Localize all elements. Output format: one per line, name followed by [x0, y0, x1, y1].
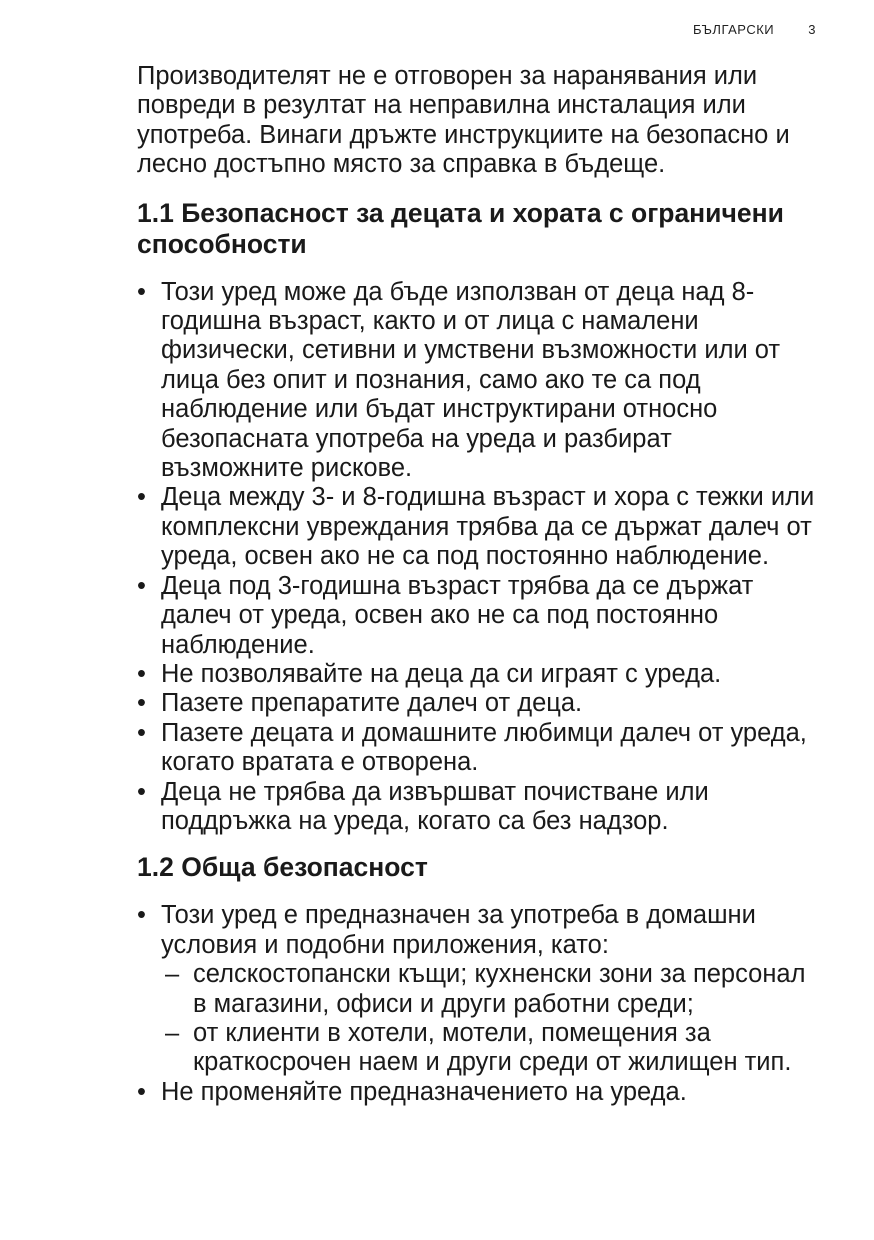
list-item [137, 1078, 817, 1107]
bullet-marker: • [137, 1077, 146, 1106]
list-item-text: Пазете децата и домашните любимци далеч от уреда, когато вратата е отворена. [161, 718, 807, 777]
section-2-list [137, 901, 817, 1107]
section-1-title: 1.1 Безопасност за децата и хората с ограничени способности [137, 197, 784, 259]
bullet-marker: • [137, 659, 146, 688]
sub-list-item [161, 960, 817, 1019]
dash-marker: – [165, 960, 180, 989]
section-2-title: 1.2 Обща безопасност [137, 852, 428, 883]
list-item-text: Не променяйте предназначението на уреда. [161, 1077, 687, 1106]
list-item-text: Деца не трябва да извършват почистване или поддръжка на уреда, когато са без надзор. [161, 777, 709, 835]
list-item [137, 660, 817, 689]
bullet-marker: • [137, 571, 146, 600]
bullet-marker: • [137, 277, 146, 306]
list-item [137, 572, 817, 660]
page-content [137, 62, 817, 1123]
dash-marker: – [165, 1018, 180, 1047]
bullet-marker: • [137, 718, 146, 747]
sub-list-item-text: от клиенти в хотели, мотели, помещения за краткосрочен наем и други среди от жилищен тип. [193, 1018, 792, 1077]
list-item-text: Пазете препаратите далеч от деца. [161, 689, 583, 718]
section-1-list [137, 278, 817, 837]
list-item-text: Не позволявайте на деца да си играят с уреда. [161, 659, 722, 688]
intro-paragraph: Производителят не е отговорен за наранявания или повреди в резултат на неправилна инсталация или употреба. Винаги дръжте инструкциите на безопасно и лесно достъпно място за справка в бъдеще. [137, 62, 790, 179]
list-item-text: Този уред може да бъде използван от деца над 8-годишна възраст, както и от лица с намалени физически, сетивни и умствени възможности или от лица без опит и познания, само ако те са под наблюдение или бъдат инструктирани относно безопасната употреба на уреда и разбират възможните рискове. [161, 277, 781, 483]
page-header [693, 22, 816, 37]
list-item [137, 901, 817, 1077]
bullet-marker: • [137, 901, 146, 930]
list-item [137, 719, 817, 778]
sub-list-item-text: селскостопански къщи; кухненски зони за персонал в магазини, офиси и други работни среди; [193, 960, 806, 1018]
bullet-marker: • [137, 483, 146, 512]
list-item-text: Деца под 3-годишна възраст трябва да се държат далеч от уреда, освен ако не са под постоянно наблюдение. [161, 571, 754, 659]
list-item [137, 778, 817, 837]
sub-list-item [161, 1019, 817, 1078]
page-number: 3 [808, 22, 816, 37]
list-item [137, 278, 817, 484]
bullet-marker: • [137, 689, 146, 718]
list-item-text: Деца между 3- и 8-годишна възраст и хора с тежки или комплексни увреждания трябва да се държат далеч от уреда, освен ако не са под постоянно наблюдение. [161, 483, 815, 571]
list-item [137, 689, 817, 718]
language-label: БЪЛГАРСКИ [693, 22, 775, 37]
sub-list [161, 960, 817, 1078]
list-item-text: Този уред е предназначен за употреба в домашни условия и подобни приложения, като: [161, 901, 756, 959]
list-item [137, 483, 817, 571]
bullet-marker: • [137, 777, 146, 806]
